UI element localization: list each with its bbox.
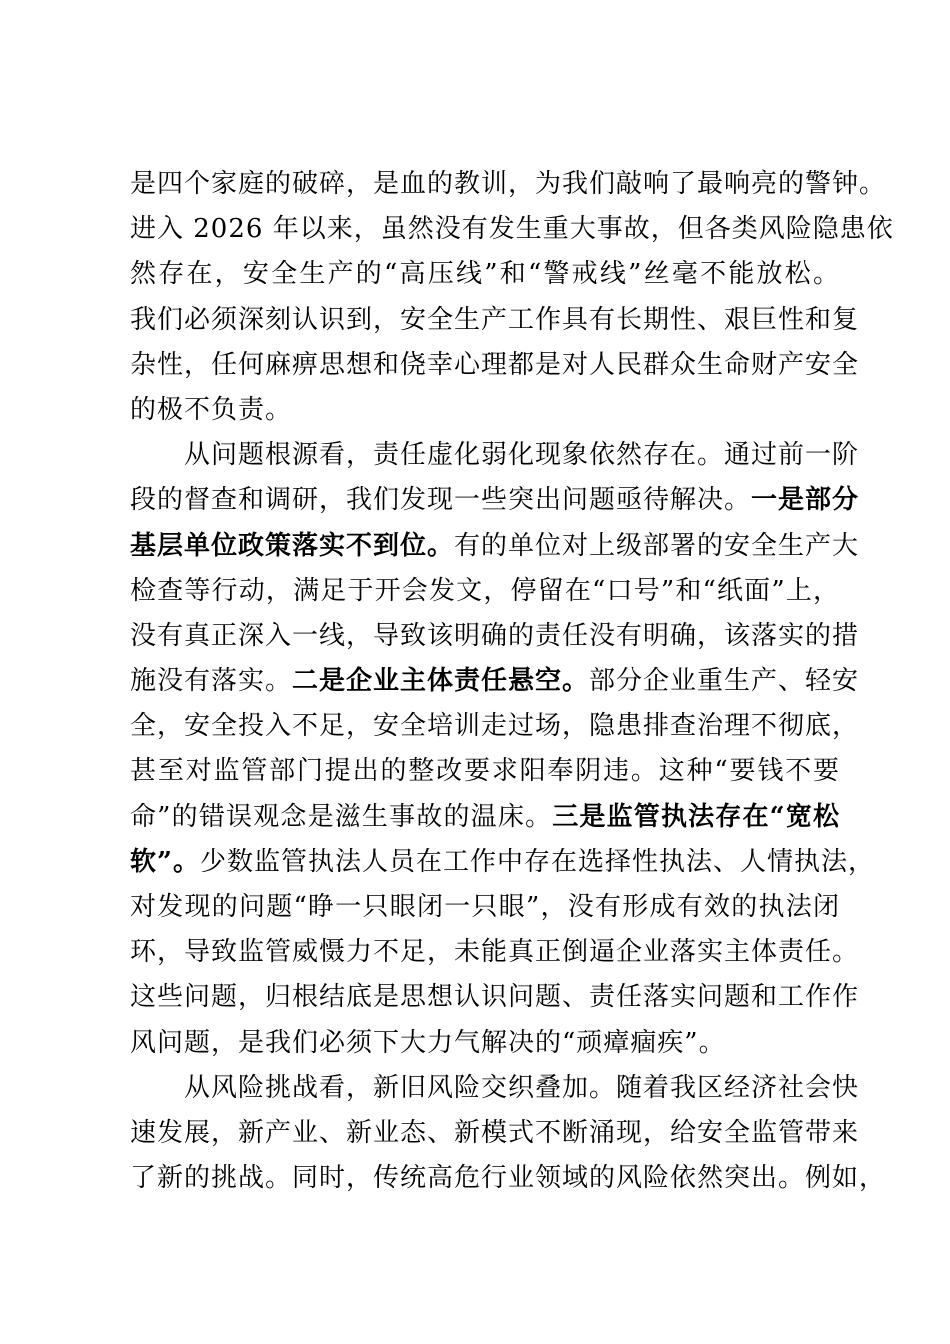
body-text-segment: 没有真正深入一线，导致该明确的责任没有明确，该落实的措 [130, 620, 860, 651]
text-line [130, 388, 840, 433]
body-text-segment: 从风险挑战看，新旧风险交织叠加。随着我区经济社会快 [184, 1072, 860, 1103]
bold-heading-phrase: 软”。 [130, 846, 200, 877]
bold-heading-phrase: 基层单位政策落实不到位。 [130, 530, 455, 561]
bold-heading-phrase: 二是企业主体责任悬空。 [292, 666, 590, 697]
body-text-segment: 甚至对监管部门提出的整改要求阳奉阴违。这种“要钱不要 [130, 756, 840, 787]
text-line [130, 795, 840, 840]
body-text-segment: 然存在，安全生产的“高压线”和“警戒线”丝毫不能放松。 [130, 259, 840, 290]
body-text-segment: 段的督查和调研，我们发现一些突出问题亟待解决。 [130, 485, 752, 516]
body-text-segment: 部分企业重生产、轻安 [589, 666, 860, 697]
body-text-segment: 风问题，是我们必须下大力气解决的“顽瘴痼疾”。 [130, 1027, 726, 1058]
body-text-segment: 速发展，新产业、新业态、新模式不断涌现，给安全监管带来 [130, 1117, 860, 1148]
text-line [130, 1021, 840, 1066]
body-text-segment: 少数监管执法人员在工作中存在选择性执法、人情执法， [199, 846, 875, 877]
text-line [130, 749, 840, 794]
text-line [130, 704, 860, 749]
body-text-segment: 进入 2026 年以来，虽然没有发生重大事故，但各类风险隐患依 [130, 214, 894, 245]
body-text-segment: 杂性，任何麻痹思想和侥幸心理都是对人民群众生命财产安全 [130, 349, 860, 380]
body-text-segment: 全，安全投入不足，安全培训走过场，隐患排查治理不彻底， [130, 711, 860, 742]
text-line [130, 252, 840, 297]
text-line [130, 1111, 860, 1156]
body-text-segment: 对发现的问题“睁一只眼闭一只眼”，没有形成有效的执法闭 [130, 892, 840, 922]
body-text-segment: 从问题根源看，责任虚化弱化现象依然存在。通过前一阶 [184, 440, 860, 471]
body-text-segment: 是四个家庭的破碎，是血的教训，为我们敲响了最响亮的警钟。 [130, 169, 887, 199]
paragraph-first-line [130, 1066, 860, 1111]
text-line [130, 207, 894, 252]
body-text-segment: 有的单位对上级部署的安全生产大 [454, 530, 860, 561]
text-line [130, 975, 860, 1020]
text-line [130, 478, 860, 523]
text-line [130, 885, 840, 930]
body-text-segment: 这些问题，归根结底是思想认识问题、责任落实问题和工作作 [130, 982, 860, 1013]
text-line [130, 930, 860, 975]
body-text-segment: 检查等行动，满足于开会发文，停留在“口号”和“纸面”上， [130, 575, 840, 606]
text-line [130, 569, 840, 614]
body-text-segment: 了新的挑战。同时，传统高危行业领域的风险依然突出。例如， [130, 1163, 887, 1194]
text-line [130, 343, 860, 388]
body-text-segment: 的极不负责。 [130, 394, 293, 425]
text-line [130, 614, 860, 659]
text-line [130, 298, 860, 343]
bold-heading-phrase: 一是部分 [751, 485, 860, 516]
text-line [130, 162, 887, 207]
body-text-segment: 施没有落实。 [130, 666, 293, 697]
bold-heading-phrase: 三是监管执法存在“宽松 [552, 801, 840, 832]
body-text-segment: 命”的错误观念是滋生事故的温床。 [130, 801, 553, 832]
text-line [130, 840, 875, 885]
document-body-text [130, 162, 894, 1201]
text-line [130, 1156, 887, 1201]
paragraph-first-line [130, 433, 860, 478]
text-line [130, 659, 860, 704]
body-text-segment: 环，导致监管威慑力不足，未能真正倒逼企业落实主体责任。 [130, 937, 860, 968]
text-line [130, 524, 860, 569]
body-text-segment: 我们必须深刻认识到，安全生产工作具有长期性、艰巨性和复 [130, 304, 860, 335]
